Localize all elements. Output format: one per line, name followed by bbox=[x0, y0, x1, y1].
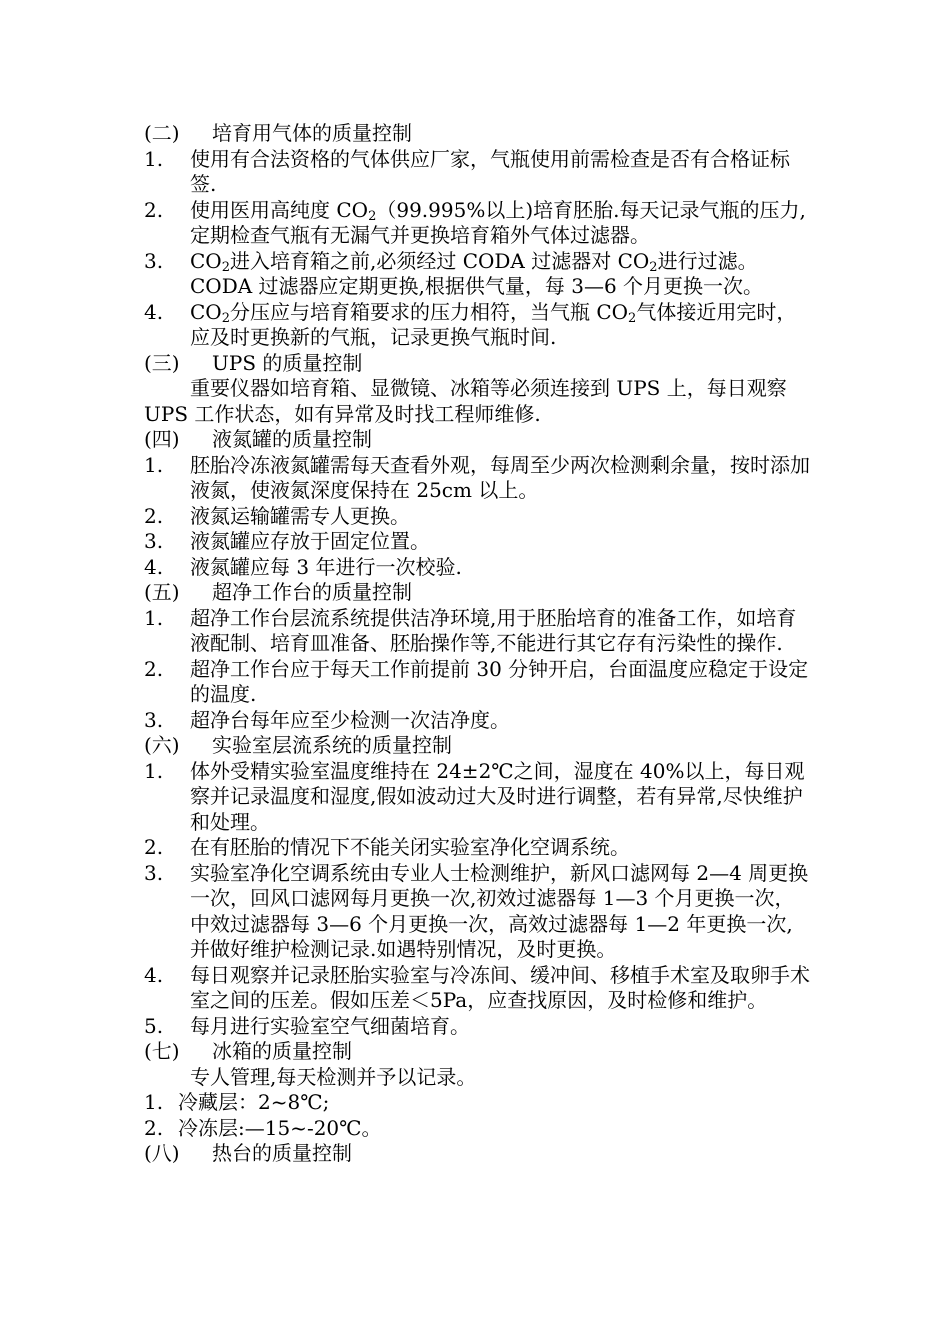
section-title: 液氮罐的质量控制 bbox=[212, 427, 372, 451]
item-number: 1. bbox=[144, 146, 164, 171]
list-item bbox=[144, 861, 810, 963]
list-item bbox=[144, 606, 810, 657]
item-text: 胚胎冷冻液氮罐需每天查看外观，每周至少两次检测剩余量，按时添加液氮，使液氮深度保持在 25cm 以上。 bbox=[190, 452, 810, 502]
subscript: 2 bbox=[628, 310, 637, 326]
item-text: 每日观察并记录胚胎实验室与冷冻间、缓冲间、移植手术室及取卵手术室之间的压差。假如压差＜5Pa，应查找原因，及时检修和维护。 bbox=[190, 962, 810, 1012]
list-item bbox=[144, 249, 810, 300]
text-part: CO bbox=[190, 248, 222, 273]
item-number: 3. bbox=[144, 860, 164, 885]
item-text bbox=[190, 300, 810, 351]
list-item bbox=[144, 504, 810, 530]
document-body bbox=[144, 121, 810, 1167]
section-number: (四) bbox=[144, 427, 180, 451]
item-number: 2. bbox=[144, 835, 164, 859]
item-text: 每月进行实验室空气细菌培育。 bbox=[190, 1013, 470, 1038]
item-text: 液氮罐应存放于固定位置。 bbox=[190, 529, 430, 553]
section-title: 培育用气体的质量控制 bbox=[212, 121, 412, 145]
section-heading-2 bbox=[144, 121, 810, 147]
section-number: (八) bbox=[144, 1141, 180, 1165]
item-text bbox=[190, 198, 810, 249]
section-heading-3 bbox=[144, 351, 810, 377]
section-heading-5 bbox=[144, 580, 810, 606]
paragraph: 专人管理,每天检测并予以记录。 bbox=[190, 1064, 477, 1089]
item-number: 4. bbox=[144, 299, 164, 324]
section-title: 超净工作台的质量控制 bbox=[212, 580, 412, 604]
item-text: 冷藏层：2~8℃; bbox=[178, 1090, 330, 1114]
item-number: 2. bbox=[144, 197, 164, 222]
list-item bbox=[144, 1116, 810, 1142]
item-number: 2. bbox=[144, 1115, 164, 1140]
list-item bbox=[144, 555, 810, 581]
list-item bbox=[144, 453, 810, 504]
section-heading-6 bbox=[144, 733, 810, 759]
subscript: 2 bbox=[368, 208, 377, 224]
section-title: UPS 的质量控制 bbox=[212, 350, 363, 375]
list-item bbox=[144, 1090, 810, 1116]
item-number: 1. bbox=[144, 452, 164, 477]
text-part: CO bbox=[190, 299, 222, 324]
item-text: 冷冻层:—15~-20℃。 bbox=[178, 1115, 382, 1140]
section-heading-4 bbox=[144, 427, 810, 453]
item-text: 液氮罐应每 3 年进行一次校验. bbox=[190, 554, 462, 579]
item-text bbox=[190, 249, 810, 300]
item-text: 体外受精实验室温度维持在 24±2℃之间，湿度在 40%以上，每日观察并记录温度和湿度,假如波动过大及时进行调整，若有异常,尽快维护和处理。 bbox=[190, 758, 805, 834]
list-item bbox=[144, 529, 810, 555]
section-number: (五) bbox=[144, 580, 180, 604]
list-item bbox=[144, 300, 810, 351]
section-number: (二) bbox=[144, 121, 180, 145]
section-number: (七) bbox=[144, 1039, 180, 1063]
section-number: (六) bbox=[144, 733, 180, 757]
list-item bbox=[144, 963, 810, 1014]
item-number: 1. bbox=[144, 605, 164, 630]
subscript: 2 bbox=[221, 259, 230, 275]
item-text: 使用有合法资格的气体供应厂家，气瓶使用前需检查是否有合格证标签. bbox=[190, 146, 790, 196]
list-item bbox=[144, 657, 810, 708]
item-text: 超净台每年应至少检测一次洁净度。 bbox=[190, 707, 510, 732]
list-item bbox=[144, 708, 810, 734]
subscript: 2 bbox=[221, 310, 230, 326]
subscript: 2 bbox=[649, 259, 658, 275]
item-number: 5. bbox=[144, 1013, 164, 1038]
text-part: （99.995%以上)培育胚胎.每天记录气瓶的压力,定期检查气瓶有无漏气并更换培育箱外气体过滤器。 bbox=[190, 197, 806, 247]
list-item bbox=[144, 147, 810, 198]
item-number: 2. bbox=[144, 656, 164, 681]
section-title: 冰箱的质量控制 bbox=[212, 1039, 352, 1063]
list-item bbox=[144, 759, 810, 836]
item-number: 4. bbox=[144, 554, 164, 579]
list-item bbox=[144, 198, 810, 249]
item-number: 3. bbox=[144, 707, 164, 732]
item-text: 超净工作台层流系统提供洁净环境,用于胚胎培育的准备工作，如培育液配制、培育皿准备、胚胎操作等,不能进行其它存有污染性的操作. bbox=[190, 605, 797, 655]
item-number: 1. bbox=[144, 1090, 164, 1114]
text-part: 使用医用高纯度 CO bbox=[190, 197, 369, 222]
text-part: 进行过滤。CODA 过滤器应定期更换,根据供气量，每 3—6 个月更换一次。 bbox=[190, 248, 764, 298]
text-part: 分压应与培育箱要求的压力相符，当气瓶 CO bbox=[229, 299, 629, 324]
paragraph: 重要仪器如培育箱、显微镜、冰箱等必须连接到 UPS 上，每日观察 UPS 工作状态，如有异常及时找工程师维修. bbox=[144, 376, 787, 426]
section-heading-7 bbox=[144, 1039, 810, 1065]
list-item bbox=[144, 1014, 810, 1040]
section-title: 热台的质量控制 bbox=[212, 1141, 352, 1165]
item-number: 3. bbox=[144, 529, 164, 553]
item-text: 实验室净化空调系统由专业人士检测维护，新风口滤网每 2—4 周更换一次，回风口滤网每月更换一次,初效过滤器每 1—3 个月更换一次，中效过滤器每 3—6 个月更换一次，高效过滤器每 1—2 年更换一次,并做好维护检测记录.如遇特别情况，及时更换。 bbox=[190, 860, 809, 961]
list-item bbox=[144, 835, 810, 861]
item-text: 在有胚胎的情况下不能关闭实验室净化空调系统。 bbox=[190, 835, 630, 859]
section-heading-8 bbox=[144, 1141, 810, 1167]
text-part: 气体接近用完时，应及时更换新的气瓶，记录更换气瓶时间. bbox=[190, 299, 797, 349]
text-part: 进入培育箱之前,必须经过 CODA 过滤器对 CO bbox=[229, 248, 650, 273]
section-number: (三) bbox=[144, 350, 180, 375]
item-number: 3. bbox=[144, 248, 164, 273]
section-title: 实验室层流系统的质量控制 bbox=[212, 733, 452, 757]
item-number: 2. bbox=[144, 503, 164, 528]
item-number: 1. bbox=[144, 758, 164, 783]
item-text: 超净工作台应于每天工作前提前 30 分钟开启，台面温度应稳定于设定的温度. bbox=[190, 656, 809, 706]
item-text: 液氮运输罐需专人更换。 bbox=[190, 503, 410, 528]
item-number: 4. bbox=[144, 962, 164, 987]
